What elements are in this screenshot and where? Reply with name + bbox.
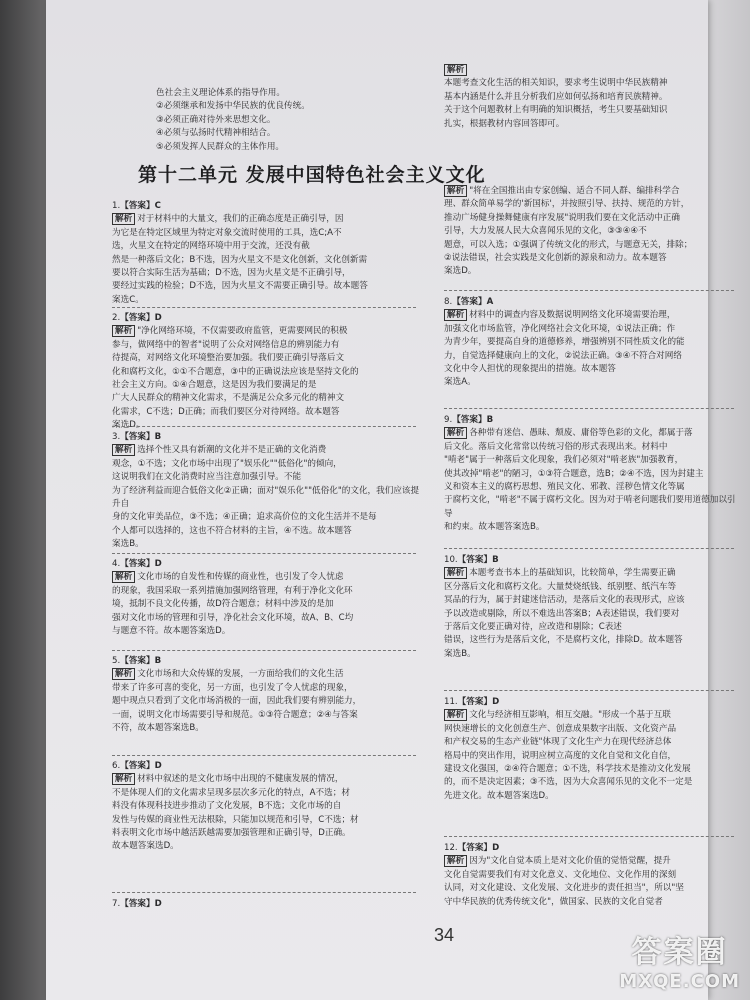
watermark-logo <box>619 927 740 992</box>
question-number: 10. <box>444 555 458 565</box>
analysis-text: "将在全国推出由专家创编、适合不同人群、编排科学合 理、群众简单易学的'新国标'，并按照引导、扶持、规范的方针， 推动广场健身操舞健康有序发展"说明我们要在文化活动中正确 引导，大力发展人民大众喜闻乐见的文化，③③④④不 题意，可以入选；①强调了传统文化的形式，与题意无关，排除； ②说法错误，社会实践是文化创新的源泉和动力。故本题答 案选D。 <box>444 186 693 277</box>
right-intro-analysis <box>444 64 744 131</box>
question-number: 6. <box>112 761 121 771</box>
answer-label: 【答案】 <box>120 432 155 442</box>
answer-label: 【答案】 <box>457 555 493 565</box>
question-number: 5. <box>112 656 121 666</box>
answer-label: 【答案】 <box>120 559 155 569</box>
analysis-label: 解析 <box>444 185 467 197</box>
answer-label: 【答案】 <box>120 313 155 323</box>
analysis-label: 解析 <box>112 773 135 785</box>
question-3 <box>112 431 424 552</box>
analysis-text: 本题考查书本上的基础知识，比较简单，学生需要正确 区分落后文化和腐朽文化。大量焚烧纸钱、纸别墅、纸汽车等 冥品的行为，属于封建迷信活动，是落后文化的表现形式，应该 予以改造或剔除，所以不难选出答案B；A表述错误，我们要对 于落后文化要正确对待，应改造和剔除；C表述 错误，这些行为是落后文化，不是腐朽文化，排除D。故本题答 案选B。 <box>444 568 685 659</box>
answer-label: 【答案】 <box>120 761 155 771</box>
answer-page <box>46 0 736 1000</box>
separator <box>112 307 416 308</box>
answer-label: 【答案】 <box>457 697 493 707</box>
analysis-label: 解析 <box>444 709 467 721</box>
answer-label: 【答案】 <box>120 656 155 666</box>
answer-label: 【答案】 <box>452 297 487 307</box>
answer-value: A <box>486 297 494 307</box>
question-1 <box>112 200 424 307</box>
question-number: 12. <box>444 843 458 853</box>
analysis-text: 材料中的调查内容及数据说明网络文化环境需要治理， 加强文化市场监管，净化网络社会文化环境，①说法正确；作 为青少年，要提高自身的道德修养，增强辨别不同性质文化的能 力，自觉选择健康向上的文化，②说法正确。③④不符合对网络 文化中令人担忧的现象提出的措施。故本题答 案选A。 <box>444 310 685 388</box>
separator <box>444 290 734 291</box>
separator <box>444 548 734 549</box>
question-number: 2. <box>112 313 121 323</box>
separator <box>112 892 416 893</box>
analysis-label: 解析 <box>112 444 135 456</box>
question-2 <box>112 312 424 433</box>
analysis-text: 文化市场和大众传媒的发展，一方面给我们的文化生活 带来了许多可喜的变化，另一方面，也引发了令人忧虑的现象， 题中现点只看到了文化市场消极的一面，因此我们要有辨别能力， 一面，说明文化市场需要引导和规范。①③符合题意；②④与答案 不符，故本题答案选B。 <box>112 669 362 734</box>
separator <box>112 650 416 651</box>
answer-value: D <box>154 761 162 771</box>
separator <box>444 690 734 691</box>
separator <box>112 426 416 427</box>
analysis-label: 解析 <box>444 855 467 867</box>
analysis-text: 文化市场的自发性和传媒的商业性，也引发了令人忧虑 的现象，我国采取一系列措施加强网络管理，有利于净化文化环 境，抵制不良文化传播，故D符合题意；材料中涉及的是加 强对文化市场的管理和引导，净化社会文化环境，故A、B、C均 与题意不符。故本题答案选D。 <box>112 572 354 637</box>
question-10 <box>444 554 744 661</box>
question-4 <box>112 558 424 638</box>
answer-value: D <box>154 313 162 323</box>
question-number: 8. <box>444 297 453 307</box>
answer-label: 【答案】 <box>457 843 493 853</box>
answer-value: B <box>486 415 494 425</box>
question-7-analysis <box>444 185 744 279</box>
question-6 <box>112 760 424 854</box>
answer-label: 【答案】 <box>452 415 487 425</box>
answer-value: D <box>492 697 500 707</box>
question-7 <box>112 898 424 911</box>
answer-value: D <box>492 843 500 853</box>
background-left <box>0 0 48 1000</box>
analysis-text: 各种带有迷信、愚昧、颓废、庸俗等色彩的文化，都属于落 后文化。落后文化常常以传统习俗的形式表现出来。材料中 "啃老"属于一种落后文化现象，我们必须对"啃老族"加强教育， 使其改掉"啃老"的陋习，①③符合题意，选B；②④不选，因为封建主 义和资本主义的腐朽思想、殖民文化、邪教、淫秽色情文化等属 于腐朽文化，"啃老"不属于腐朽文化。因为对于啃老问题我们要用道德加以引导 和约束。故本题答案选B。 <box>444 428 736 533</box>
question-number: 9. <box>444 415 453 425</box>
question-number: 3. <box>112 432 121 442</box>
answer-value: C <box>154 201 161 211</box>
question-8 <box>444 296 744 390</box>
analysis-label: 解析 <box>112 325 135 337</box>
page-number: 34 <box>434 925 455 945</box>
analysis-text: 材料中叙述的是文化市场中出现的不健康发展的情况， 不是体现人们的文化需求呈现多层次多元化的特点，A不选；材 料没有体现科技进步推动了文化发展，B不选；文化市场的自 发性与传媒的商业性无法根除，只能加以规范和引导，C不选；材 料表明文化市场中越活跃越需要加强管理和正确引导，D正确。 故本题答案选D。 <box>112 774 359 852</box>
unit-title: 第十二单元 发展中国特色社会主义文化 <box>138 164 486 186</box>
analysis-label: 解析 <box>112 571 135 583</box>
question-12 <box>444 842 744 909</box>
answer-value: B <box>492 555 499 565</box>
analysis-label: 解析 <box>112 213 135 225</box>
answer-value: B <box>154 432 162 442</box>
answer-value: D <box>154 559 162 569</box>
left-intro-text: 色社会主义理论体系的指导作用。 ②必须继承和发扬中华民族的优良传统。 ③必须正确对待外来思想文化。 ④必须与弘扬时代精神相结合。 ⑤必须发挥人民群众的主体作用。 <box>156 88 310 152</box>
separator <box>444 836 734 837</box>
answer-label: 【答案】 <box>120 201 155 211</box>
analysis-text: "净化网络环境，不仅需要政府监管，更需要网民的积极 参与，做网络中的智者"说明了公众对网络信息的辨别能力有 待提高，对网络文化环境整治要加强。我们要正确引导落后文 化和腐朽文化，①①不合题意，③中的正确说法应该是坚持文化的 社会主义方向。①④合题意，这是因为我们要满足的是 广大人民群众的精神文化需求，不是满足公众多元化的精神文 化需求，C不选；D正确；而我们要区分对待网络。故本题答 案选D。 <box>112 326 359 431</box>
analysis-label: 解析 <box>444 64 467 76</box>
watermark-title: 答案圈 <box>631 935 728 970</box>
analysis-text: 因为"文化自觉本质上是对文化价值的觉悟觉醒，提升 文化自觉需要我们有对文化意义、文化地位、文化作用的深刻 认同，对文化建设、文化发展、文化进步的责任担当"，所以"坚 守中华民族的优秀传统文化"，做国家、民族的文化自觉者 <box>444 856 684 907</box>
question-9 <box>444 414 744 535</box>
question-number: 1. <box>112 201 121 211</box>
analysis-label: 解析 <box>112 668 135 680</box>
analysis-label: 解析 <box>444 309 467 321</box>
answer-value: B <box>154 656 162 666</box>
analysis-text: 本题考查文化生活的相关知识，要求考生说明中华民族精神 基本内涵是什么并且分析我们应如何弘扬和培育民族精神。 关于这个问题教材上有明确的知识概括，考生只要基础知识 扎实，根据教材内容回答即可。 <box>444 78 668 129</box>
watermark-domain: MXQE.COM <box>619 971 740 992</box>
answer-value: D <box>154 899 162 909</box>
analysis-label: 解析 <box>444 427 467 439</box>
answer-label: 【答案】 <box>120 899 155 909</box>
question-number: 4. <box>112 559 121 569</box>
analysis-text: 文化与经济相互影响，相互交融。"形成一个基于互联 网快速增长的文化创意生产、创意成果数字出版、文化资产品 和产权交易的生态产业链"体现了文化生产力在现代经济总体 格局中的突出作用，说明应树立高度的文化自觉和文化自信， 建设文化强国，②④符合题意；①不选，科学技术是推动文化发展 的，而不是决定因素；③不选，因为大众喜闻乐见的文化不一定是 先进文化。故本题答案选D。 <box>444 710 693 801</box>
separator <box>112 755 416 756</box>
separator <box>112 553 416 554</box>
analysis-label: 解析 <box>444 567 467 579</box>
question-5 <box>112 655 424 735</box>
question-11 <box>444 696 744 803</box>
separator <box>444 408 734 409</box>
question-number: 7. <box>112 899 121 909</box>
analysis-text: 对于材料中的大量文，我们的正确态度是正确引导，因 为它是在特定区域里为特定对象交流时使用的工具，选C;A不 选，火星文在特定的网络环境中用于交流，还没有截 然是一种落后文化；B不选，因为火星文不是文化创新，文化创新需 要以符合实际生活为基础；D不选，因为火星文是不正确引导， 要经过实践的检验；D不选，因为火星文不需要正确引导。故本题答 案选C。 <box>112 214 368 305</box>
question-number: 11. <box>444 697 458 707</box>
analysis-text: 选择个性又具有新潮的文化并不是正确的文化消费 观念，①不选；文化市场中出现了"娱乐化""低俗化"的倾向， 这说明我们在文化消费时应当注意加强引导。不能 为了经济利益而迎合低俗文化②正确；面对"娱乐化""低俗化"的文化，我们应该提升自 身的文化审美品位，③不选；④正确；追求高价位的文化生活并不是每 个人都可以选择的，这也不符合材料的主旨，④不选。故本题答 案选B。 <box>112 445 420 550</box>
